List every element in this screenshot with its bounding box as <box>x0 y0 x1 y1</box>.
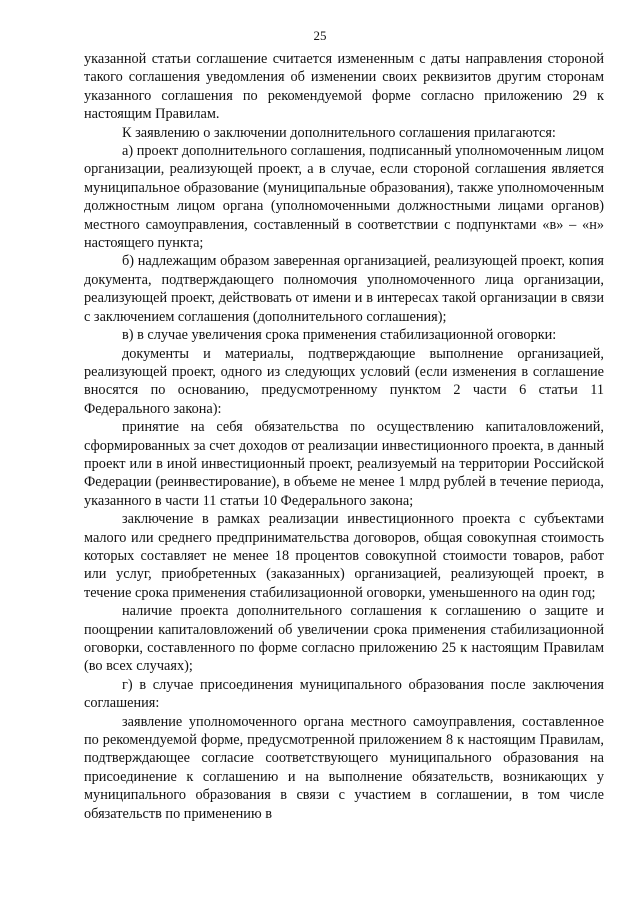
paragraph-documents: документы и материалы, подтверждающие выполнение организацией, реализующей проект, одного из следующих условий (если изменения в соглашение вносятся по основанию, предусмотренному пунктом 2 части 6 статьи 11 Федерального закона): <box>84 345 604 417</box>
paragraph-continuation: указанной статьи соглашение считается измененным с даты направления стороной такого соглашения уведомления об изменении своих реквизитов другим сторонам указанного соглашения по рекомендуемой форме согласно приложению 29 к настоящим Правилам. <box>84 51 604 123</box>
document-body <box>84 50 604 823</box>
paragraph-small-business: заключение в рамках реализации инвестиционного проекта с субъектами малого или среднего предпринимательства договоров, общая совокупная стоимость которых составляет не менее 18 процентов совокупной стоимости товаров, работ или услуг, приобретенных (заказанных) организацией, реализующей проект, в течение срока применения стабилизационной оговорки, уменьшенного на один год; <box>84 511 604 601</box>
paragraph-item-v: в) в случае увеличения срока применения стабилизационной оговорки: <box>122 327 557 344</box>
paragraph-attachments-intro: К заявлению о заключении дополнительного соглашения прилагаются: <box>122 124 556 141</box>
paragraph-item-g: г) в случае присоединения муниципального образования после заключения соглашения: <box>84 676 604 712</box>
paragraph-application: заявление уполномоченного органа местного самоуправления, составленное по рекомендуемой форме, предусмотренной приложением 8 к настоящим Правилам, подтверждающее согласие соответствующего муниципального образования на присоединение к соглашению и на выполнение обязательств, возникающих у муниципального образования в связи с участием в соглашении, в том числе обязательств по применению в <box>84 713 604 822</box>
paragraph-draft-agreement: наличие проекта дополнительного соглашения к соглашению о защите и поощрении капиталовложений об увеличении срока применения стабилизационной оговорки, составленного по форме согласно приложению 25 к настоящим Правилам (во всех случаях); <box>84 603 604 675</box>
paragraph-reinvestment: принятие на себя обязательства по осуществлению капиталовложений, сформированных за счет доходов от реализации инвестиционного проекта, в данный проект или в иной инвестиционный проект, реализуемый на территории Российской Федерации (реинвестирование), в объеме не менее 1 млрд рублей в течение периода, указанного в части 11 статьи 10 Федерального закона; <box>84 419 604 509</box>
paragraph-item-a: а) проект дополнительного соглашения, подписанный уполномоченным лицом организации, реализующей проект, а в случае, если стороной соглашения является муниципальное образование (муниципальные образования), также уполномоченным должностным лицом органа (уполномоченными должностными лицами органов) местного самоуправления, составленный в соответствии с подпунктами «в» – «н» настоящего пункта; <box>84 143 604 252</box>
page-number: 25 <box>313 28 327 43</box>
paragraph-item-b: б) надлежащим образом заверенная организацией, реализующей проект, копия документа, подтверждающего полномочия уполномоченного лица организации, реализующей проект, действовать от имени и в интересах такой организации в связи с заключением соглашения (дополнительного соглашения); <box>84 253 604 325</box>
